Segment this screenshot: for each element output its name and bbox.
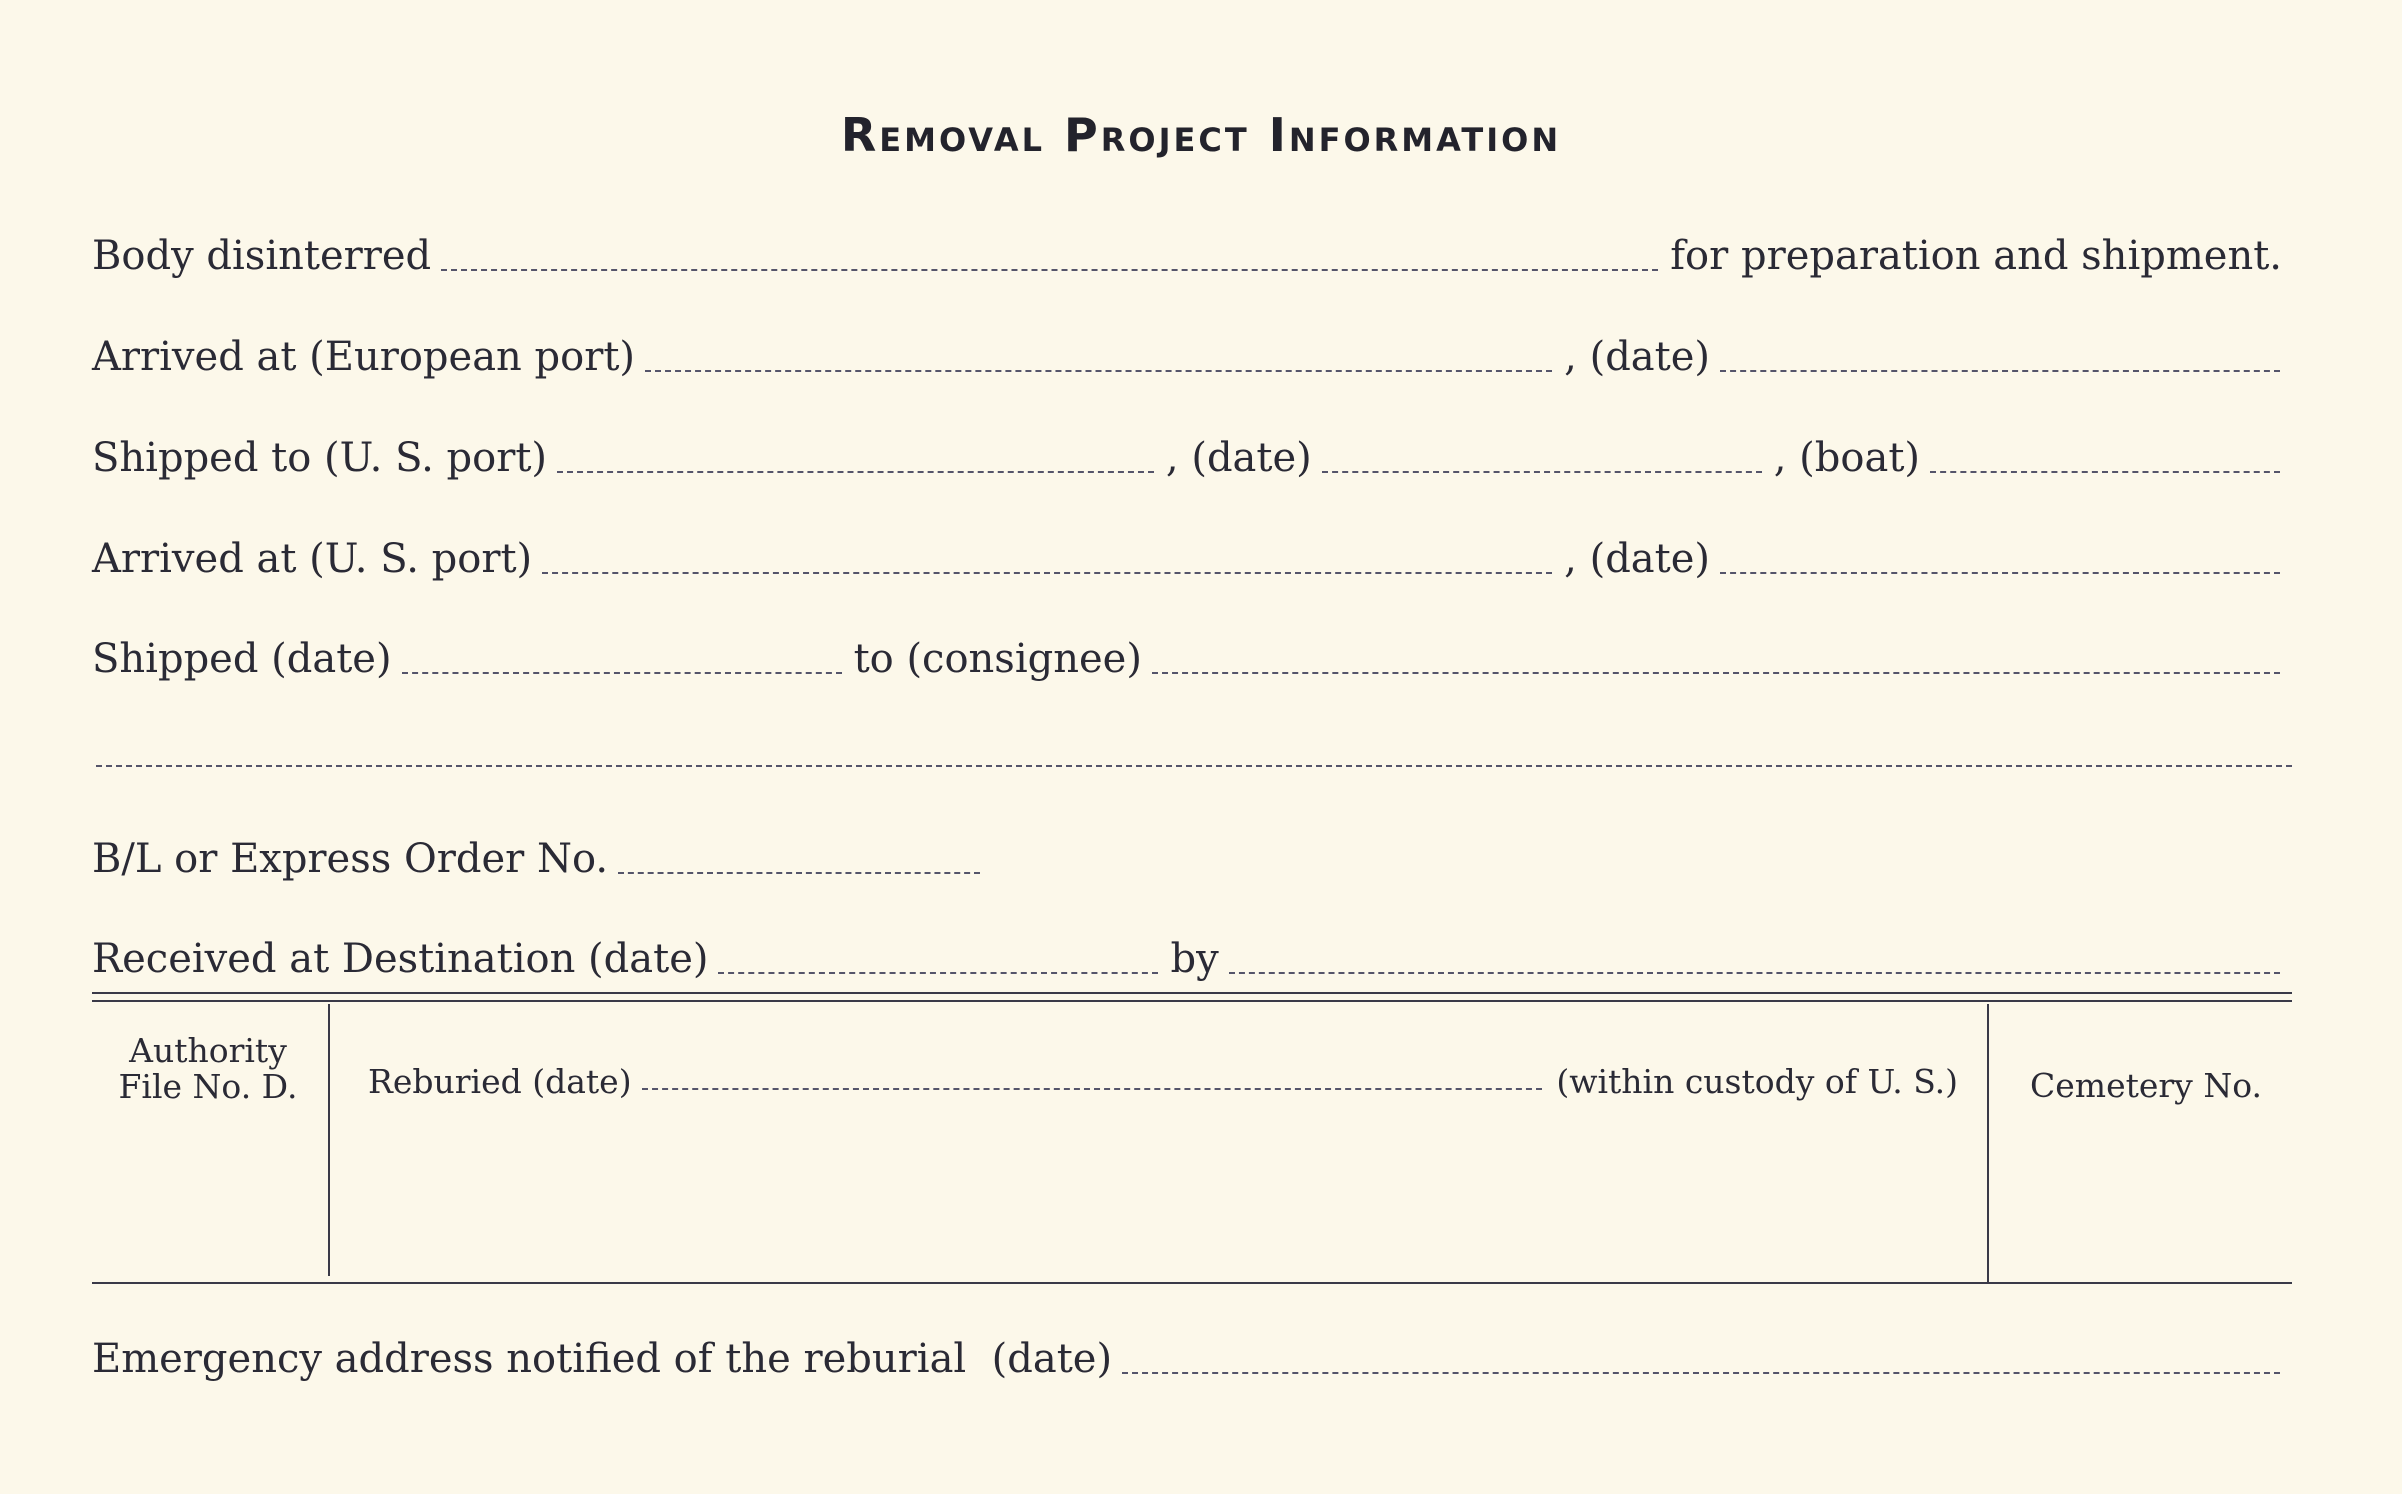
authority-cell	[92, 1033, 324, 1105]
field-european-port[interactable]	[645, 370, 1552, 372]
label-boat: , (boat)	[1773, 435, 1920, 481]
field-shipped-date-2[interactable]	[402, 672, 842, 674]
label-within-custody: (within custody of U. S.)	[1556, 1062, 1958, 1101]
field-received-date[interactable]	[718, 972, 1158, 974]
label-emergency-address: Emergency address notified of the reburial (date)	[92, 1336, 1113, 1382]
table-top-rule	[92, 992, 2292, 994]
label-to-consignee: to (consignee)	[853, 636, 1142, 682]
field-boat[interactable]	[1930, 471, 2280, 473]
label-arrived-european-port: Arrived at (European port)	[92, 334, 636, 380]
row-emergency	[92, 1328, 2292, 1388]
table-divider-left	[328, 1004, 330, 1276]
field-emergency-date[interactable]	[1122, 1372, 2280, 1374]
field-consignee[interactable]	[1152, 672, 2280, 674]
label-arrived-us-port: Arrived at (U. S. port)	[92, 536, 533, 582]
field-arrived-us-date[interactable]	[1720, 572, 2280, 574]
field-consignee-continued[interactable]	[96, 765, 2292, 767]
field-body-disinterred[interactable]	[441, 269, 1658, 271]
table-top-rule-double	[92, 1000, 2292, 1002]
field-bl-express-order[interactable]	[618, 872, 980, 874]
label-received-destination: Received at Destination (date)	[92, 936, 709, 982]
field-received-by[interactable]	[1229, 972, 2280, 974]
row-arrived-us	[92, 528, 2292, 588]
table-divider-right	[1987, 1004, 1989, 1282]
row-shipped-consignee	[92, 628, 2292, 688]
row-shipped-to-us	[92, 427, 2292, 487]
field-arrived-us-port[interactable]	[542, 572, 1552, 574]
label-shipped-date: Shipped (date)	[92, 636, 392, 682]
label-body-disinterred: Body disinterred	[92, 233, 432, 279]
label-by: by	[1170, 936, 1219, 982]
row-bl-express	[92, 828, 992, 888]
field-reburied-date[interactable]	[642, 1088, 1543, 1090]
reburied-cell	[368, 1064, 1958, 1100]
label-cemetery-no: Cemetery No.	[2030, 1066, 2262, 1105]
row-body-disinterred	[92, 225, 2292, 285]
label-shipped-to-us-port: Shipped to (U. S. port)	[92, 435, 547, 481]
label-bl-express-order: B/L or Express Order No.	[92, 836, 609, 882]
form-title: Removal Project Information	[840, 108, 1562, 162]
row-received-destination	[92, 928, 2292, 988]
label-date: , (date)	[1564, 334, 1710, 380]
label-authority: Authority	[129, 1031, 287, 1070]
label-date: , (date)	[1564, 536, 1710, 582]
label-preparation-shipment: for preparation and shipment.	[1670, 233, 2282, 279]
label-file-no: File No. D.	[118, 1067, 298, 1106]
label-reburied-date: Reburied (date)	[368, 1062, 632, 1101]
table-bottom-rule	[92, 1282, 2292, 1284]
field-us-port[interactable]	[557, 471, 1154, 473]
label-date: , (date)	[1165, 435, 1312, 481]
field-shipped-date[interactable]	[1322, 471, 1762, 473]
row-arrived-european	[92, 326, 2292, 386]
field-european-date[interactable]	[1720, 370, 2280, 372]
